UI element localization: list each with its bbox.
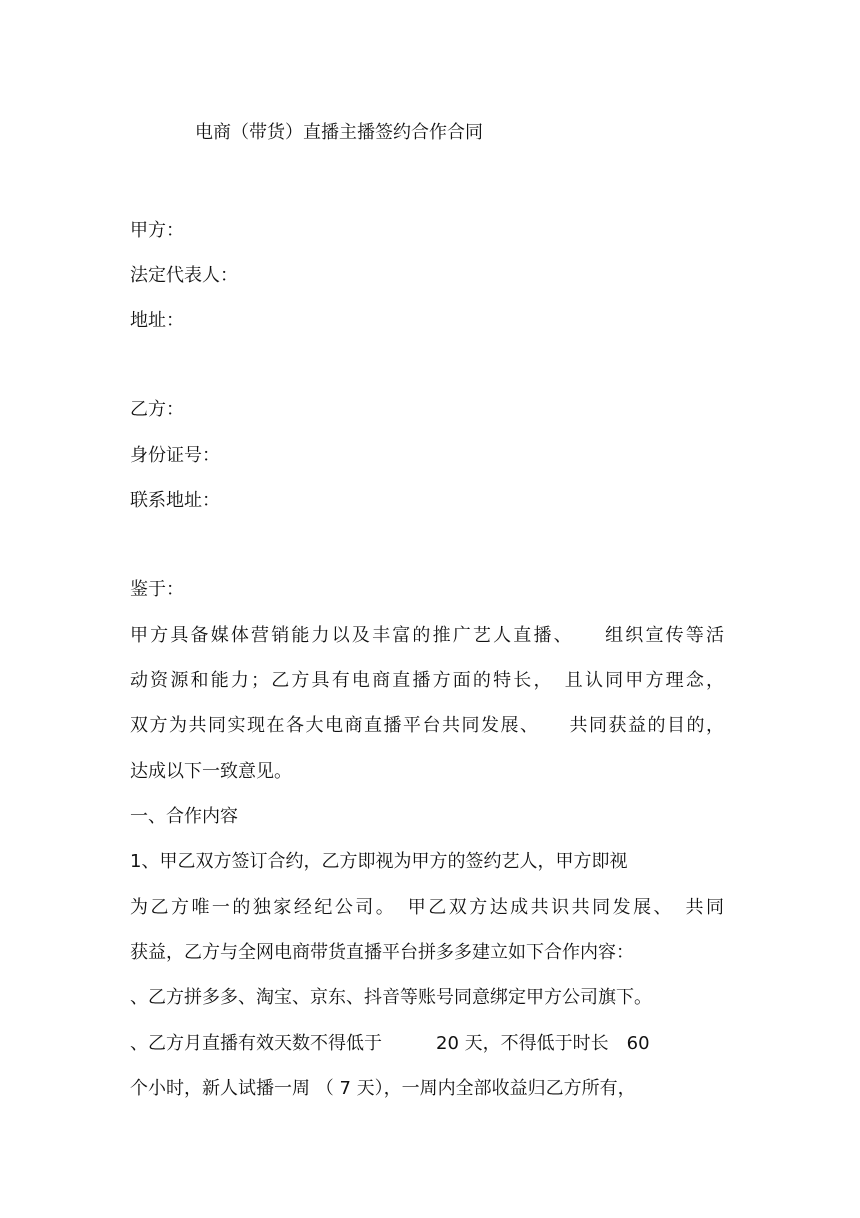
section1-heading: 一、合作内容 [130, 806, 238, 827]
section1-line: 为乙方唯一的独家经纪公司。 甲乙双方达成共识共同发展、 共同 [130, 897, 724, 918]
party-b-address-label: 联系地址： [130, 490, 220, 511]
whereas-line: 动资源和能力；乙方具有电商直播方面的特长， 且认同甲方理念， [130, 670, 724, 691]
party-a-address-label: 地址： [130, 310, 184, 331]
section1-line: 、乙方拼多多、淘宝、京东、抖音等账号同意绑定甲方公司旗下。 [130, 987, 652, 1008]
party-a-representative-label: 法定代表人： [130, 265, 238, 286]
section1-line: 1、甲乙双方签订合约，乙方即视为甲方的签约艺人，甲方即视 [130, 851, 628, 872]
section1-line: 、乙方月直播有效天数不得低于 20 天，不得低于时长 60 [130, 1033, 650, 1054]
document-title: 电商（带货）直播主播签约合作合同 [195, 122, 483, 143]
section1-line: 个小时，新人试播一周 （ 7 天），一周内全部收益归乙方所有， [130, 1078, 636, 1099]
party-b-id-label: 身份证号： [130, 445, 220, 466]
party-a-label: 甲方： [130, 220, 184, 241]
whereas-line: 达成以下一致意见。 [130, 761, 292, 782]
whereas-heading: 鉴于： [130, 579, 184, 600]
section1-line: 获益，乙方与全网电商带货直播平台拼多多建立如下合作内容： [130, 942, 634, 963]
whereas-line: 双方为共同实现在各大电商直播平台共同发展、 共同获益的目的， [130, 715, 724, 736]
whereas-line: 甲方具备媒体营销能力以及丰富的推广艺人直播、 组织宣传等活 [130, 625, 724, 646]
party-b-label: 乙方： [130, 399, 184, 420]
